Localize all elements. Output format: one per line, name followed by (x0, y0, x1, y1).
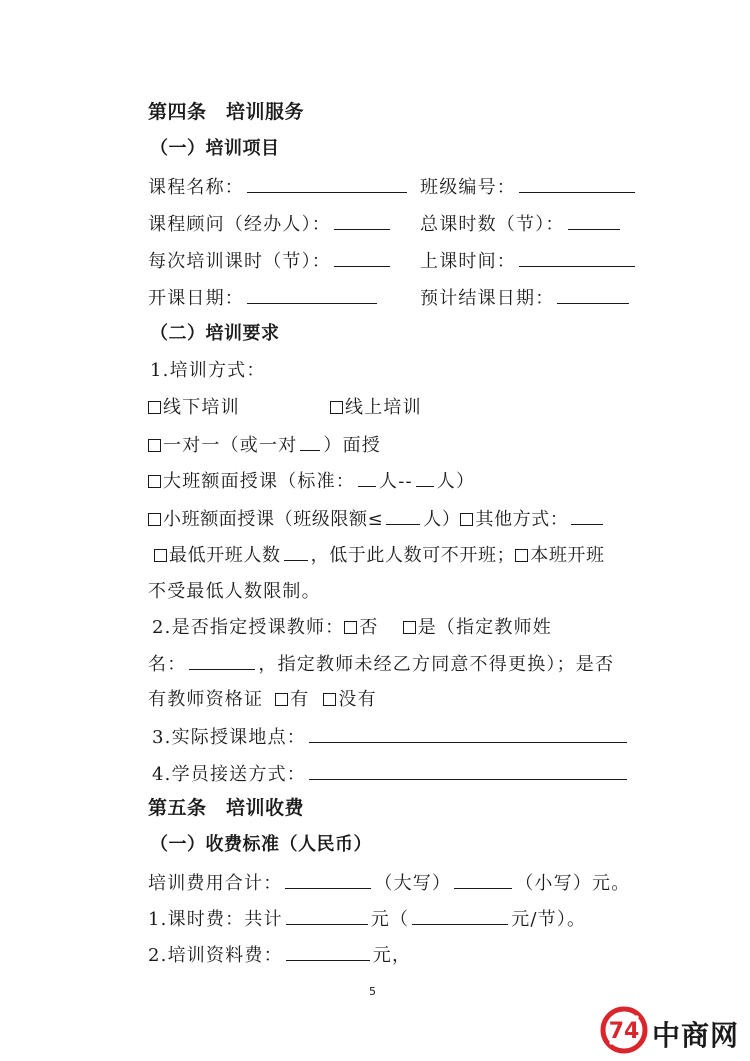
material-fee-label-a: 2.培训资料费： (148, 945, 283, 966)
small-class-checkbox[interactable] (148, 513, 161, 526)
min-class-label-d: 不受最低人数限制。 (148, 581, 321, 602)
small-class-label-b: 人） (423, 509, 461, 530)
advisor-label: 课程顾问（经办人）： (148, 214, 331, 235)
hour-fee-label-c: 元/节）。 (511, 909, 587, 930)
cert-yes-checkbox[interactable] (275, 693, 288, 706)
logo-text: 中商网 (652, 1019, 740, 1052)
large-class-label-a: 大班额面授课（标准： (163, 471, 355, 492)
one-to-one-field[interactable] (300, 434, 320, 451)
offline-option[interactable] (148, 397, 240, 419)
large-class-option (148, 470, 475, 493)
hour-fee-label-b: 元（ (370, 909, 410, 930)
small-class-label-a: 小班额面授课（班级限额≤ (163, 509, 384, 530)
large-class-label-c: 人） (436, 471, 476, 492)
article4-section1-title: （一）培训项目 (150, 138, 280, 159)
cert-no-label: 没有 (338, 689, 377, 710)
one-to-one-option (148, 434, 381, 457)
other-method-label: 其他方式： (475, 509, 569, 530)
hour-fee-unit-field[interactable] (412, 908, 508, 925)
transport-row (152, 763, 630, 786)
teacher-name-field[interactable] (189, 653, 255, 670)
hour-fee-row (148, 908, 586, 931)
total-hours-field[interactable] (568, 213, 620, 230)
teacher-label-b: 名： (148, 654, 187, 675)
min-class-checkbox[interactable] (154, 549, 167, 562)
total-hours-row (420, 213, 623, 236)
teacher-name-row (148, 653, 614, 676)
large-class-min-field[interactable] (358, 470, 376, 487)
class-no-row (420, 176, 638, 199)
hour-fee-label-a: 1.课时费：共计 (148, 909, 283, 930)
course-name-row (148, 176, 410, 199)
location-row (152, 726, 630, 749)
total-fee-lower-field[interactable] (454, 872, 512, 889)
start-date-field[interactable] (247, 287, 377, 304)
class-time-label: 上课时间： (420, 251, 516, 272)
total-fee-label-c: （小写）元。 (515, 873, 631, 894)
logo-circle-icon (600, 1006, 648, 1054)
total-fee-row (148, 872, 630, 895)
class-time-field[interactable] (519, 250, 635, 267)
end-date-field[interactable] (557, 287, 629, 304)
start-date-label: 开课日期： (148, 288, 244, 309)
article5-section1-title: （一）收费标准（人民币） (150, 834, 372, 855)
cert-no-checkbox[interactable] (323, 693, 336, 706)
material-fee-label-b: 元， (372, 945, 412, 966)
teacher-yes-label: 是（指定教师姓 (417, 617, 552, 638)
teacher-no-label: 否 (359, 617, 379, 638)
offline-label: 线下培训 (163, 397, 240, 418)
one-to-one-label-a: 一对一（或一对 (163, 435, 298, 456)
teacher-label-a: 2.是否指定授课教师： (152, 617, 345, 638)
no-min-checkbox[interactable] (515, 549, 528, 562)
transport-label: 4.学员接送方式： (152, 764, 306, 785)
hour-fee-total-field[interactable] (286, 908, 368, 925)
total-fee-upper-field[interactable] (285, 872, 371, 889)
end-date-row (420, 287, 632, 310)
total-fee-label-b: （大写） (374, 873, 452, 894)
min-class-option (154, 544, 605, 567)
online-checkbox[interactable] (330, 401, 343, 414)
advisor-row (148, 213, 393, 236)
location-label: 3.实际授课地点： (152, 727, 306, 748)
teacher-label-d: 有教师资格证 (148, 689, 264, 710)
one-to-one-checkbox[interactable] (148, 439, 161, 452)
cert-row (148, 689, 377, 711)
course-name-label: 课程名称： (148, 177, 244, 198)
advisor-field[interactable] (334, 213, 390, 230)
other-method-field[interactable] (571, 508, 603, 525)
per-session-field[interactable] (334, 250, 390, 267)
location-field[interactable] (309, 726, 627, 743)
online-option[interactable] (330, 397, 422, 419)
small-class-option (148, 508, 606, 531)
teacher-no-checkbox[interactable] (344, 621, 357, 634)
transport-field[interactable] (309, 763, 627, 780)
min-class-label-a: 最低开班人数 (169, 545, 281, 566)
total-hours-label: 总课时数（节）： (420, 214, 565, 235)
min-class-label-b: ，低于此人数可不开班； (310, 545, 516, 566)
offline-checkbox[interactable] (148, 401, 161, 414)
cert-yes-label: 有 (290, 689, 310, 710)
min-class-label-c: 本班开班 (530, 545, 605, 566)
start-date-row (148, 287, 380, 310)
end-date-label: 预计结课日期： (420, 288, 555, 309)
article5-title: 第五条 培训收费 (148, 797, 305, 819)
course-name-field[interactable] (247, 176, 407, 193)
small-class-field[interactable] (386, 508, 420, 525)
class-no-field[interactable] (519, 176, 635, 193)
large-class-max-field[interactable] (416, 470, 434, 487)
class-time-row (420, 250, 638, 273)
logo-icon-text: 74 (608, 1019, 640, 1044)
article4-title: 第四条 培训服务 (148, 101, 305, 123)
teacher-row (152, 617, 552, 639)
teacher-label-c: ，指定教师未经乙方同意不得更换）；是否 (258, 654, 615, 675)
per-session-row (148, 250, 393, 273)
one-to-one-label-b: ）面授 (323, 435, 382, 456)
material-fee-row (148, 944, 411, 967)
class-no-label: 班级编号： (420, 177, 516, 198)
article4-section2-title: （二）培训要求 (150, 323, 280, 344)
other-method-checkbox[interactable] (460, 513, 473, 526)
page-number: 5 (369, 985, 376, 998)
per-session-label: 每次培训课时（节）： (148, 251, 331, 272)
method-title: 1.培训方式： (150, 360, 266, 381)
large-class-checkbox[interactable] (148, 475, 161, 488)
large-class-label-b: 人-- (379, 471, 413, 492)
site-logo (600, 1006, 745, 1056)
online-label: 线上培训 (345, 397, 422, 418)
min-class-field[interactable] (284, 544, 308, 561)
teacher-yes-checkbox[interactable] (403, 621, 416, 634)
material-fee-field[interactable] (286, 944, 370, 961)
total-fee-label-a: 培训费用合计： (148, 873, 283, 894)
